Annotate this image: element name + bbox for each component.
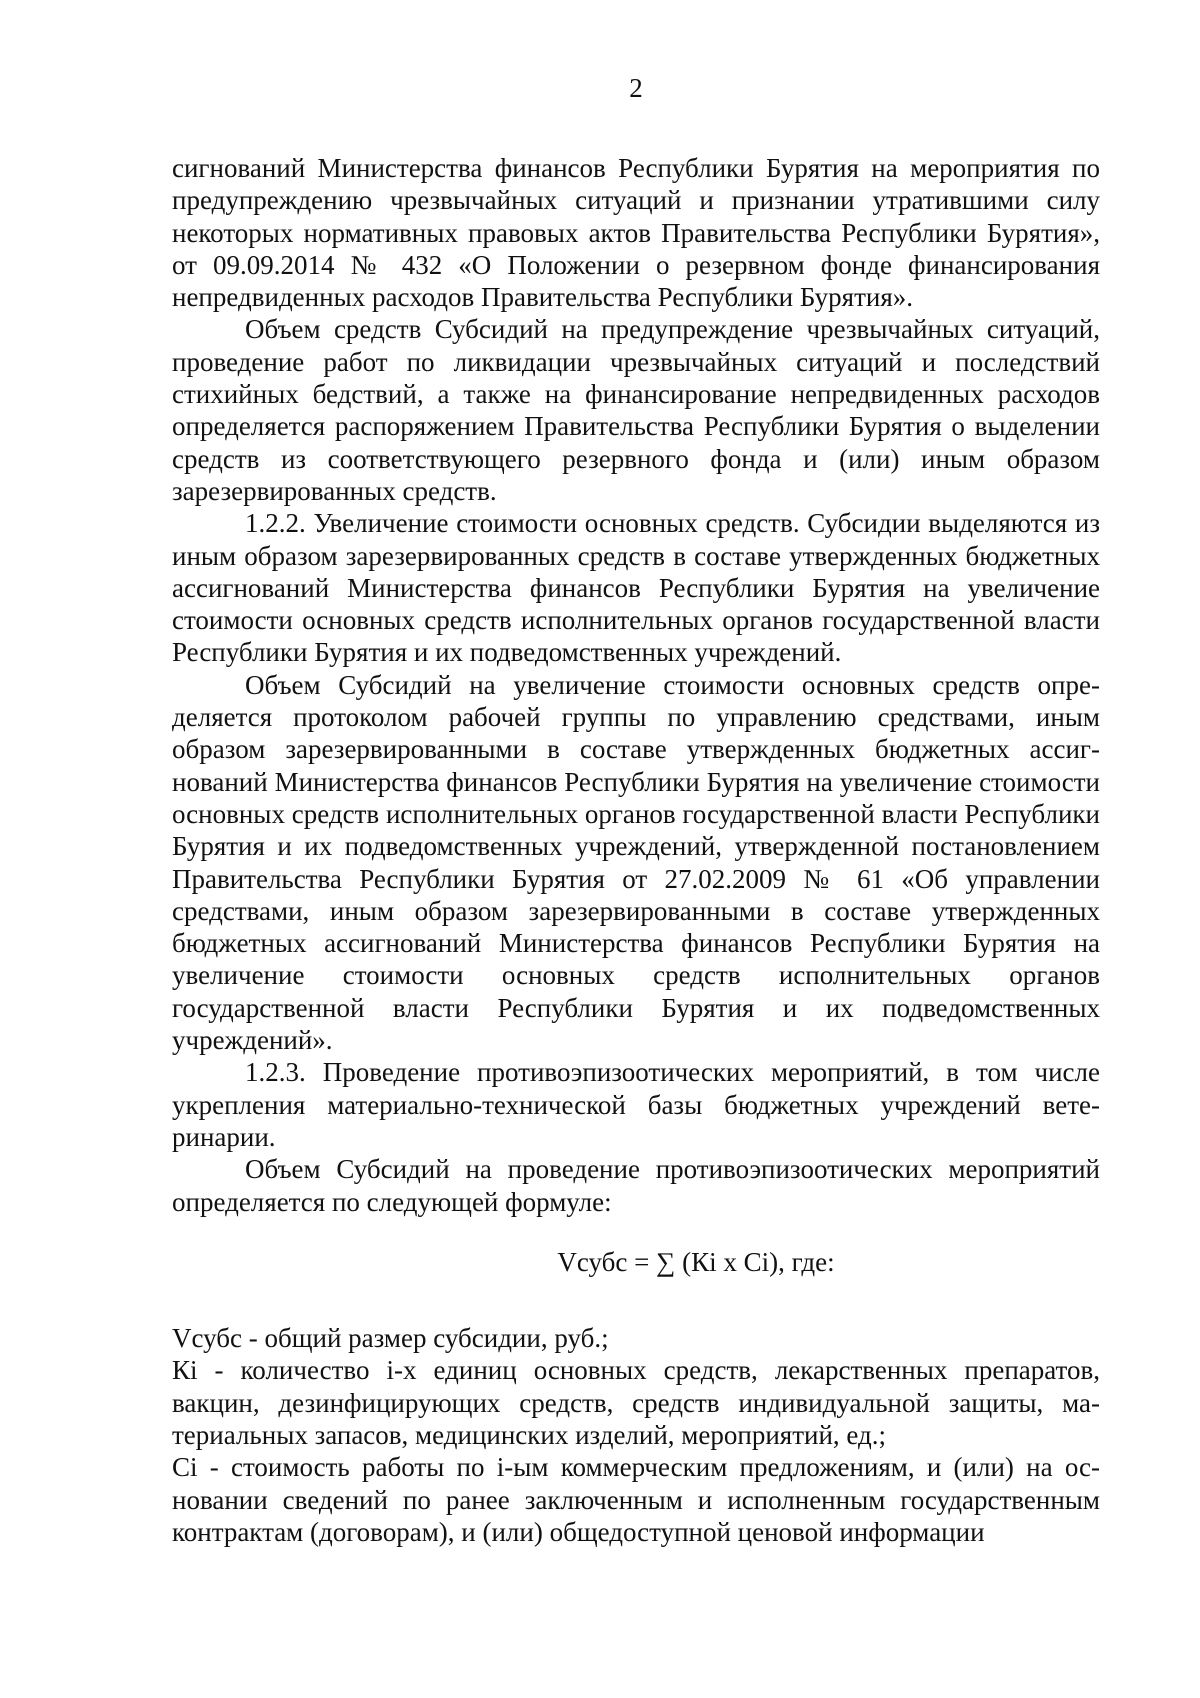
- page-number: 2: [629, 73, 643, 103]
- definition-vsubs: Vсубс - общий размер субсидии, руб.;: [172, 1323, 609, 1354]
- paragraph-fixed-assets-volume: Объем Субсидий на увеличение стоимости основных средств определяется протоколом рабочей группы по управлению средствами, иным образом зарезервированными в составе утвержденных бюджетных ассигнований Министерства финансов Республики Бурятия на увеличение стоимости основных средств исполнительных органов государственной власти Республики Бурятия и их подведомственных учреждений, утвержденной постановлением Правительства Республики Бурятия от 27.02.2009 № 61 «Об управлении средствами, иным образом зарезервированными в составе утвержденных бюджетных ассигнований Министерства финансов Республики Бурятия на увеличение стоимости основных средств исполнительных органов государственной власти Республики Бурятия и их подведомственных учреждений».: [172, 669, 1100, 1056]
- paragraph-1-2-3: 1.2.3. Проведение противоэпизоотических мероприятий, в том числе укрепления материально-технической базы бюджетных учреждений ветеринарии.: [172, 1057, 1100, 1152]
- paragraph-1-2-2: 1.2.2. Увеличение стоимости основных средств. Субсидии выделяются из иным образом зарезервированных средств в составе утвержденных бюджетных ассигнований Министерства финансов Республики Бурятия на увеличение стоимости основных средств исполнительных органов государственной власти Республики Бурятия и их подведомственных учреждений.: [172, 508, 1100, 668]
- paragraph-emergency-subsidies: Объем средств Субсидий на предупреждение чрезвычайных ситуаций, проведение работ по ликвидации чрезвычайных ситуаций и последствий стихийных бедствий, а также на финансирование непредвиденных расходов определяется распоряжением Правительства Республики Бурятия о выделении средств из соответствующего резервного фонда и (или) иным образом зарезервированных средств.: [172, 314, 1100, 506]
- paragraph-continuation: сигнований Министерства финансов Республики Бурятия на мероприятия по предупреждению чрезвычайных ситуаций и признании утратившими силу некоторых нормативных правовых актов Правительства Республики Бурятия», от 09.09.2014 № 432 «О Положении о резервном фонде финансирования непредвиденных расходов Правительства Республики Бурятия».: [172, 153, 1100, 313]
- subsidy-formula: Vсубс = ∑ (Кi x Сi), где:: [557, 1246, 835, 1277]
- paragraph-formula-intro: Объем Субсидий на проведение противоэпизоотических мероприятий определяется по следующей формуле:: [172, 1154, 1100, 1217]
- definition-ci: Сi - стоимость работы по i-ым коммерческим предложениям, и (или) на основании сведений по ранее заключенным и исполненным государственным контрактам (договорам), и (или) общедоступной ценовой информации: [172, 1452, 1100, 1547]
- definition-ki: Кi - количество i-х единиц основных средств, лекарственных препаратов, вакцин, дезинфицирующих средств, средств индивидуальной защиты, материальных запасов, медицинских изделий, мероприятий, ед.;: [172, 1355, 1100, 1450]
